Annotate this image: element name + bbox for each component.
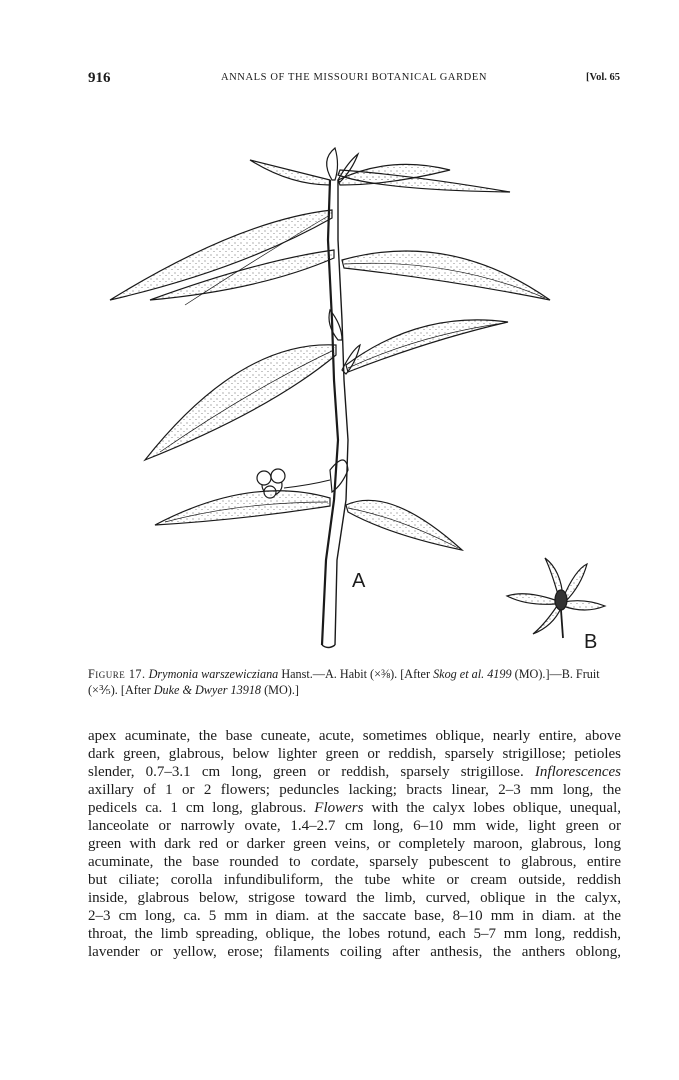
body-line: 2–3 cm long, ca. 5 mm in diam. at the saccate base, 8–10 mm in diam. at the — [88, 908, 621, 924]
plant-illustration — [90, 140, 620, 660]
figure-label-a: A — [352, 570, 366, 592]
body-line — [88, 799, 621, 817]
journal-title: ANNALS OF THE MISSOURI BOTANICAL GARDEN — [220, 72, 488, 83]
body-line: dark green, glabrous, below lighter green or reddish, sparsely strigillose; petioles — [88, 746, 621, 762]
body-line: axillary of 1 or 2 flowers; peduncles lacking; bracts linear, 2–3 mm long, the — [88, 782, 621, 798]
body-segment: pedicels ca. 1 cm long, glabrous. — [88, 800, 315, 816]
running-header — [88, 70, 620, 90]
caption-species: Drymonia warszewicziana — [148, 667, 279, 681]
caption-text-1: Hanst.—A. Habit (×⅜). [After — [278, 667, 434, 681]
body-line: lanceolate or narrowly ovate, 1.4–2.7 cm long, 6–10 mm wide, light green or — [88, 818, 621, 834]
body-text — [88, 727, 621, 961]
body-line: but ciliate; corolla infundibuliform, the tube white or cream outside, reddish — [88, 872, 621, 888]
body-segment: slender, 0.7–3.1 cm long, green or reddish, sparsely strigillose. — [88, 764, 535, 780]
body-heading-inflorescences: Inflorescences — [534, 764, 621, 780]
body-segment: with the calyx lobes oblique, unequal, — [363, 800, 621, 816]
body-line: inside, glabrous below, strigose toward the limb, curved, oblique in the calyx, — [88, 890, 621, 906]
body-line: acuminate, the base rounded to cordate, sparsely pubescent to glabrous, entire — [88, 854, 621, 870]
body-line: throat, the limb spreading, oblique, the lobes rotund, each 5–7 mm long, reddish, — [88, 926, 621, 942]
figure-label-b: B — [584, 631, 598, 653]
volume-label: [Vol. 65 — [585, 72, 620, 83]
caption-text-3: (MO).] — [261, 683, 299, 697]
body-line: lavender or yellow, erose; filaments coiling after anthesis, the anthers oblong, — [88, 944, 621, 960]
body-line — [88, 763, 621, 781]
body-line: apex acuminate, the base cuneate, acute, sometimes oblique, nearly entire, above — [88, 728, 621, 744]
caption-collection-1: Skog et al. 4199 — [433, 667, 512, 681]
caption-text-2: (MO).]—B. Fruit (×⅗). [After — [88, 667, 600, 697]
caption-collection-2: Duke & Dwyer 13918 — [153, 683, 262, 697]
page-number: 916 — [88, 70, 111, 86]
caption-figure-number: Figure 17. — [88, 667, 146, 681]
figure-caption — [88, 666, 621, 698]
body-line: green with dark red or darker green veins, or completely maroon, glabrous, long — [88, 836, 621, 852]
body-heading-flowers: Flowers — [314, 800, 364, 816]
